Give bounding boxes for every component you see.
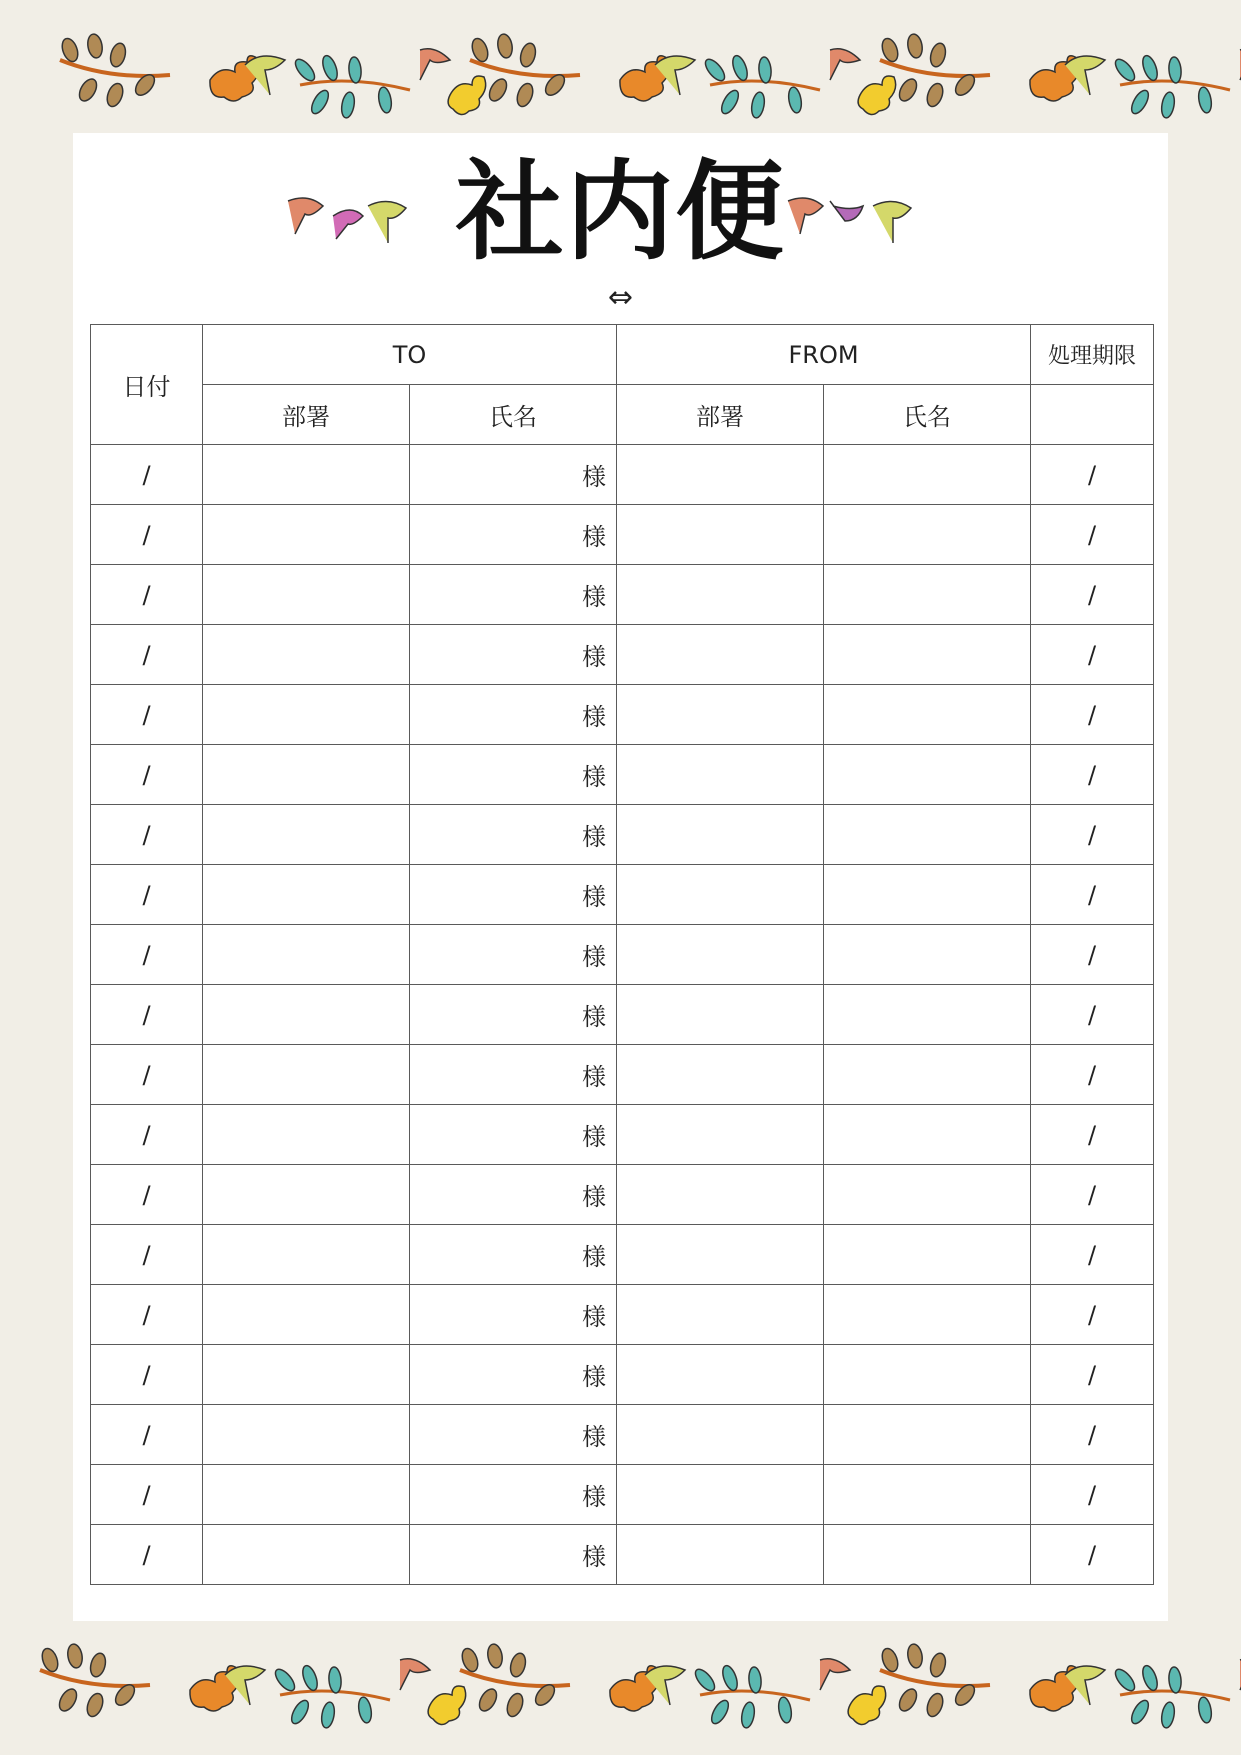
to-name-cell[interactable]: 様	[410, 1105, 617, 1165]
from-name-cell[interactable]	[824, 1285, 1031, 1345]
from-dept-cell[interactable]	[617, 445, 824, 505]
deadline-cell[interactable]: /	[1031, 445, 1154, 505]
table-row	[91, 1525, 1154, 1585]
to-dept-cell[interactable]	[203, 565, 410, 625]
to-dept-cell[interactable]	[203, 505, 410, 565]
deadline-cell[interactable]: /	[1031, 865, 1154, 925]
to-name-cell[interactable]: 様	[410, 1465, 617, 1525]
table-body	[91, 445, 1154, 1585]
from-name-cell[interactable]	[824, 865, 1031, 925]
to-dept-cell[interactable]	[203, 1165, 410, 1225]
deadline-cell[interactable]: /	[1031, 1405, 1154, 1465]
date-cell[interactable]: /	[91, 1105, 203, 1165]
date-cell[interactable]: /	[91, 865, 203, 925]
from-name-cell[interactable]	[824, 1345, 1031, 1405]
deadline-cell[interactable]: /	[1031, 1525, 1154, 1585]
leaf-vine-border-top	[0, 20, 1241, 130]
to-dept-cell[interactable]	[203, 805, 410, 865]
mail-log-table	[90, 324, 1154, 1585]
deadline-cell[interactable]: /	[1031, 1105, 1154, 1165]
to-dept-cell[interactable]	[203, 865, 410, 925]
to-dept-cell[interactable]	[203, 1225, 410, 1285]
date-cell[interactable]: /	[91, 505, 203, 565]
to-dept-cell[interactable]	[203, 985, 410, 1045]
from-dept-cell[interactable]	[617, 745, 824, 805]
from-name-cell[interactable]	[824, 1105, 1031, 1165]
from-name-cell[interactable]	[824, 625, 1031, 685]
table-row	[91, 1465, 1154, 1525]
to-dept-cell[interactable]	[203, 445, 410, 505]
from-dept-cell[interactable]	[617, 1225, 824, 1285]
table-row	[91, 1345, 1154, 1405]
ginkgo-leaf-icon	[783, 181, 913, 251]
table-row	[91, 1285, 1154, 1345]
deadline-cell[interactable]: /	[1031, 925, 1154, 985]
to-dept-cell[interactable]	[203, 625, 410, 685]
page-title: 社内便	[455, 150, 786, 275]
header-from-name: 氏名	[824, 385, 1031, 445]
from-dept-cell[interactable]	[617, 1405, 824, 1465]
to-dept-cell[interactable]	[203, 1285, 410, 1345]
to-name-cell[interactable]: 様	[410, 925, 617, 985]
from-name-cell[interactable]	[824, 1405, 1031, 1465]
from-name-cell[interactable]	[824, 805, 1031, 865]
from-name-cell[interactable]	[824, 565, 1031, 625]
from-name-cell[interactable]	[824, 985, 1031, 1045]
deadline-cell[interactable]: /	[1031, 505, 1154, 565]
date-cell[interactable]: /	[91, 985, 203, 1045]
deadline-cell[interactable]: /	[1031, 1045, 1154, 1105]
deadline-cell[interactable]: /	[1031, 805, 1154, 865]
to-dept-cell[interactable]	[203, 1105, 410, 1165]
header-deadline-blank	[1031, 385, 1154, 445]
table-row	[91, 625, 1154, 685]
leaf-vine-border-bottom	[0, 1630, 1241, 1740]
direction-arrow: ⇔	[607, 280, 634, 315]
date-cell[interactable]: /	[91, 805, 203, 865]
deadline-cell[interactable]: /	[1031, 565, 1154, 625]
from-dept-cell[interactable]	[617, 505, 824, 565]
table-row	[91, 1405, 1154, 1465]
table-row	[91, 1045, 1154, 1105]
header-to-dept: 部署	[203, 385, 410, 445]
deadline-cell[interactable]: /	[1031, 745, 1154, 805]
table-row	[91, 925, 1154, 985]
from-name-cell[interactable]	[824, 445, 1031, 505]
header-from: FROM	[617, 325, 1031, 385]
to-dept-cell[interactable]	[203, 1525, 410, 1585]
to-dept-cell[interactable]	[203, 1465, 410, 1525]
table-row	[91, 505, 1154, 565]
from-name-cell[interactable]	[824, 1465, 1031, 1525]
table-row	[91, 565, 1154, 625]
date-cell[interactable]: /	[91, 1465, 203, 1525]
to-name-cell[interactable]: 様	[410, 985, 617, 1045]
from-name-cell[interactable]	[824, 505, 1031, 565]
from-dept-cell[interactable]	[617, 1285, 824, 1345]
deadline-cell[interactable]: /	[1031, 1465, 1154, 1525]
table-row	[91, 985, 1154, 1045]
from-name-cell[interactable]	[824, 685, 1031, 745]
date-cell[interactable]: /	[91, 745, 203, 805]
to-name-cell[interactable]: 様	[410, 445, 617, 505]
date-cell[interactable]: /	[91, 1345, 203, 1405]
date-cell[interactable]: /	[91, 1525, 203, 1585]
from-dept-cell[interactable]	[617, 685, 824, 745]
from-name-cell[interactable]	[824, 745, 1031, 805]
from-name-cell[interactable]	[824, 1225, 1031, 1285]
date-cell[interactable]: /	[91, 925, 203, 985]
to-name-cell[interactable]: 様	[410, 1345, 617, 1405]
table-row	[91, 445, 1154, 505]
from-dept-cell[interactable]	[617, 565, 824, 625]
deadline-cell[interactable]: /	[1031, 1285, 1154, 1345]
from-dept-cell[interactable]	[617, 865, 824, 925]
to-name-cell[interactable]: 様	[410, 1405, 617, 1465]
to-name-cell[interactable]: 様	[410, 625, 617, 685]
to-name-cell[interactable]: 様	[410, 1165, 617, 1225]
from-name-cell[interactable]	[824, 1165, 1031, 1225]
to-name-cell[interactable]: 様	[410, 805, 617, 865]
header-date: 日付	[91, 325, 203, 445]
to-dept-cell[interactable]	[203, 1045, 410, 1105]
from-dept-cell[interactable]	[617, 625, 824, 685]
date-cell[interactable]: /	[91, 1405, 203, 1465]
table-row	[91, 805, 1154, 865]
to-name-cell[interactable]: 様	[410, 745, 617, 805]
date-cell[interactable]: /	[91, 1225, 203, 1285]
to-name-cell[interactable]: 様	[410, 1285, 617, 1345]
date-cell[interactable]: /	[91, 625, 203, 685]
title-area	[73, 150, 1168, 315]
header-deadline: 処理期限	[1031, 325, 1154, 385]
from-dept-cell[interactable]	[617, 1165, 824, 1225]
table-row	[91, 1165, 1154, 1225]
date-cell[interactable]: /	[91, 1045, 203, 1105]
from-dept-cell[interactable]	[617, 1465, 824, 1525]
from-dept-cell[interactable]	[617, 925, 824, 985]
to-name-cell[interactable]: 様	[410, 565, 617, 625]
header-from-dept: 部署	[617, 385, 824, 445]
deadline-cell[interactable]: /	[1031, 1225, 1154, 1285]
from-name-cell[interactable]	[824, 925, 1031, 985]
deadline-cell[interactable]: /	[1031, 625, 1154, 685]
to-dept-cell[interactable]	[203, 685, 410, 745]
to-dept-cell[interactable]	[203, 1345, 410, 1405]
deadline-cell[interactable]: /	[1031, 1345, 1154, 1405]
to-name-cell[interactable]: 様	[410, 685, 617, 745]
to-name-cell[interactable]: 様	[410, 1045, 617, 1105]
date-cell[interactable]: /	[91, 565, 203, 625]
table-row	[91, 1105, 1154, 1165]
table-row	[91, 1225, 1154, 1285]
form-sheet	[73, 133, 1168, 1621]
table-row	[91, 745, 1154, 805]
from-name-cell[interactable]	[824, 1525, 1031, 1585]
deadline-cell[interactable]: /	[1031, 985, 1154, 1045]
header-to: TO	[203, 325, 617, 385]
from-dept-cell[interactable]	[617, 805, 824, 865]
to-dept-cell[interactable]	[203, 1405, 410, 1465]
table-row	[91, 685, 1154, 745]
from-dept-cell[interactable]	[617, 1525, 824, 1585]
to-dept-cell[interactable]	[203, 745, 410, 805]
table-row	[91, 865, 1154, 925]
header-to-name: 氏名	[410, 385, 617, 445]
deadline-cell[interactable]: /	[1031, 1165, 1154, 1225]
date-cell[interactable]: /	[91, 685, 203, 745]
to-name-cell[interactable]: 様	[410, 1525, 617, 1585]
from-dept-cell[interactable]	[617, 1105, 824, 1165]
deadline-cell[interactable]: /	[1031, 685, 1154, 745]
date-cell[interactable]: /	[91, 1165, 203, 1225]
from-dept-cell[interactable]	[617, 1045, 824, 1105]
date-cell[interactable]: /	[91, 1285, 203, 1345]
to-name-cell[interactable]: 様	[410, 505, 617, 565]
from-dept-cell[interactable]	[617, 985, 824, 1045]
to-name-cell[interactable]: 様	[410, 865, 617, 925]
to-dept-cell[interactable]	[203, 925, 410, 985]
date-cell[interactable]: /	[91, 445, 203, 505]
from-name-cell[interactable]	[824, 1045, 1031, 1105]
to-name-cell[interactable]: 様	[410, 1225, 617, 1285]
from-dept-cell[interactable]	[617, 1345, 824, 1405]
